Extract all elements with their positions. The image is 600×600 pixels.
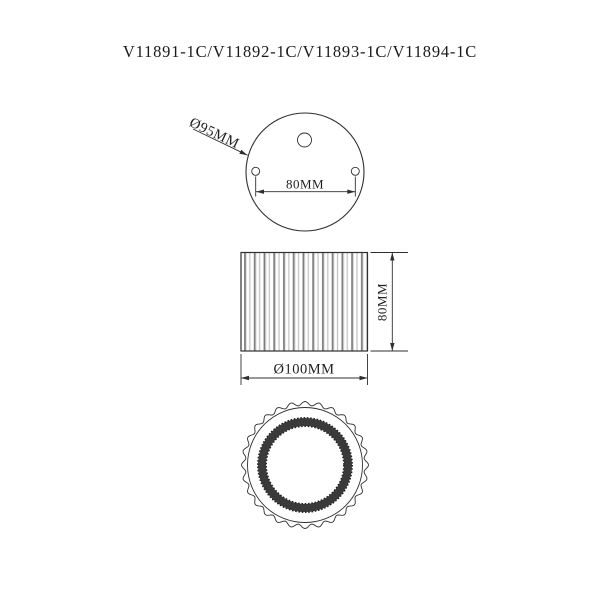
leader-arrow-icon [239, 150, 247, 156]
ribbed-body-outline [241, 253, 368, 352]
dimension-arrow-up-icon [390, 253, 394, 261]
mounting-hole-left [252, 167, 260, 175]
hole-spacing-dimension [256, 177, 356, 197]
body-height-dimension [371, 253, 409, 352]
bottom-view [242, 402, 369, 529]
trim-ring [262, 422, 348, 508]
dimension-arrow-left-icon [241, 376, 249, 380]
product-codes-title: V11891-1C/V11892-1C/V11893-1C/V11894-1C [122, 42, 478, 61]
cable-hole [298, 133, 312, 147]
dimension-arrow-left-icon [256, 190, 264, 194]
body-diameter-label: Ø100MM [273, 361, 335, 378]
body-height-label: 80MM [374, 282, 390, 322]
front-view [241, 253, 408, 386]
dimension-arrow-down-icon [390, 343, 394, 351]
canopy-diameter-leader [187, 115, 248, 156]
dimension-arrow-right-icon [347, 190, 355, 194]
mounting-hole-right [351, 167, 359, 175]
trim-ring-inner-knurl [266, 426, 343, 503]
canopy-outline [246, 113, 364, 231]
canopy-diameter-label: Ø95MM [186, 114, 242, 153]
top-view [187, 113, 364, 231]
dimension-arrow-right-icon [360, 376, 368, 380]
hole-spacing-label: 80MM [285, 176, 325, 192]
body-diameter-dimension [241, 354, 368, 385]
